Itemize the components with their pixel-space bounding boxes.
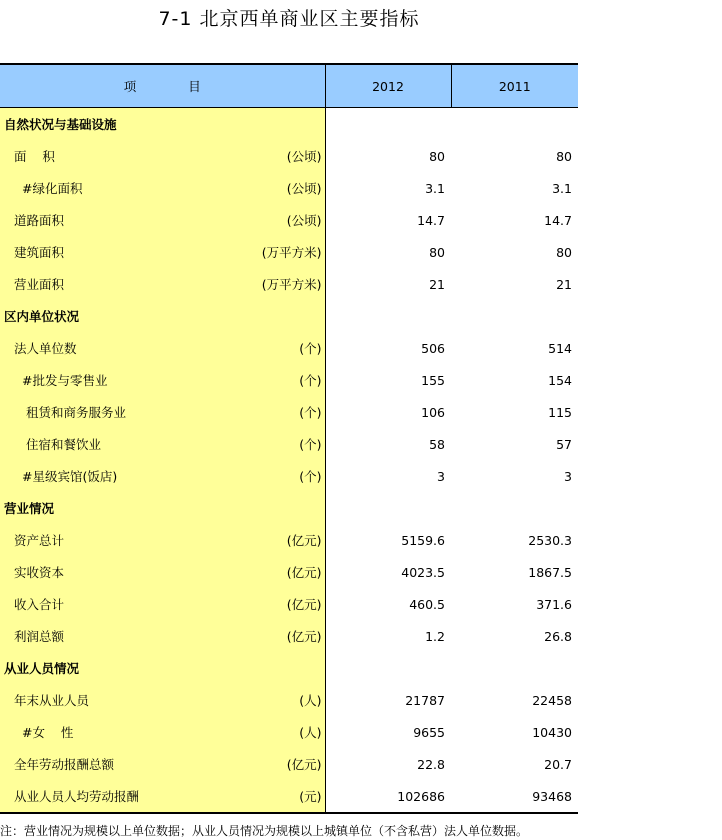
header-item-char-1: 项: [123, 79, 137, 94]
table-row: [0, 460, 578, 492]
header-year-2012: 2012: [325, 64, 451, 108]
value-2012: [325, 652, 451, 684]
row-label: 从业人员人均劳动报酬: [0, 780, 241, 813]
section-row: [0, 492, 578, 524]
value-2012: 5159.6: [401, 532, 445, 548]
table-header-row: [0, 64, 578, 108]
row-unit: (亿元): [241, 524, 325, 556]
value-2011: 26.8: [544, 628, 572, 644]
header-item-column: [0, 64, 325, 108]
value-2011: 1867.5: [528, 564, 572, 580]
table-body: [0, 108, 578, 814]
row-unit: (个): [241, 428, 325, 460]
value-2011: 93468: [451, 780, 578, 813]
row-label: 年末从业人员: [0, 684, 241, 716]
value-2012: 80: [429, 244, 445, 260]
table-row: [0, 236, 578, 268]
row-unit: (个): [241, 364, 325, 396]
table-row: [0, 364, 578, 396]
row-label: 实收资本: [0, 556, 241, 588]
row-label: 建筑面积: [0, 236, 241, 268]
row-label: 营业面积: [0, 268, 241, 300]
value-2011: 14.7: [544, 212, 572, 228]
row-unit: (元): [241, 780, 325, 813]
table-row: [0, 620, 578, 652]
table-row: [0, 780, 578, 813]
value-2012: 80: [429, 148, 445, 164]
value-2012: 102686: [325, 780, 451, 813]
value-2011: 10430: [532, 724, 572, 740]
table-row: [0, 140, 578, 172]
indicator-table: [0, 63, 578, 814]
table-row: [0, 524, 578, 556]
value-2011: 21: [556, 276, 572, 292]
row-label: 法人单位数: [0, 332, 241, 364]
section-row: [0, 108, 578, 141]
section-label: 营业情况: [0, 492, 241, 524]
unit-cell: [241, 652, 325, 684]
table-row: [0, 332, 578, 364]
value-2011: 22458: [532, 692, 572, 708]
value-2012: [325, 108, 451, 141]
row-label: #绿化面积: [0, 172, 241, 204]
value-2012: [325, 492, 451, 524]
row-label: 资产总计: [0, 524, 241, 556]
value-2012: 21: [429, 276, 445, 292]
row-unit: (公顷): [241, 204, 325, 236]
value-2011: 154: [548, 372, 572, 388]
value-2012: 9655: [413, 724, 445, 740]
table-row: [0, 172, 578, 204]
section-label: 自然状况与基础设施: [0, 108, 241, 141]
value-2012: 506: [421, 340, 445, 356]
table-row: [0, 428, 578, 460]
unit-cell: [241, 300, 325, 332]
value-2012: 155: [421, 372, 445, 388]
value-2011: 3.1: [552, 180, 572, 196]
row-label: #批发与零售业: [0, 364, 241, 396]
table-row: [0, 684, 578, 716]
row-unit: (人): [241, 716, 325, 748]
page-title: 7-1 北京西单商业区主要指标: [158, 8, 420, 30]
footnote: 注：营业情况为规模以上单位数据；从业人员情况为规模以上城镇单位（不含私营）法人单位数据。: [0, 824, 529, 838]
header-item-char-2: 目: [188, 79, 201, 94]
row-label: #女 性: [0, 716, 241, 748]
value-2012: 1.2: [425, 628, 445, 644]
row-unit: (人): [241, 684, 325, 716]
row-unit: (公顷): [241, 172, 325, 204]
value-2012: 3.1: [425, 180, 445, 196]
table-row: [0, 268, 578, 300]
row-unit: (亿元): [241, 748, 325, 780]
value-2011: 514: [548, 340, 572, 356]
value-2011: 80: [556, 148, 572, 164]
row-label: 租赁和商务服务业: [0, 396, 241, 428]
section-label: 区内单位状况: [0, 300, 241, 332]
value-2012: 58: [429, 436, 445, 452]
section-label: 从业人员情况: [0, 652, 241, 684]
value-2011: [451, 108, 578, 141]
row-label: 利润总额: [0, 620, 241, 652]
row-unit: (亿元): [241, 556, 325, 588]
value-2012: 21787: [405, 692, 445, 708]
value-2011: [451, 652, 578, 684]
value-2012: 14.7: [417, 212, 445, 228]
value-2011: [451, 300, 578, 332]
value-2011: 80: [556, 244, 572, 260]
row-label: 道路面积: [0, 204, 241, 236]
value-2011: 57: [556, 436, 572, 452]
row-unit: (万平方米): [241, 236, 325, 268]
section-row: [0, 652, 578, 684]
row-label: 收入合计: [0, 588, 241, 620]
value-2011: 371.6: [536, 596, 572, 612]
value-2012: 3: [437, 468, 445, 484]
row-unit: (公顷): [241, 140, 325, 172]
row-label: 面 积: [0, 140, 241, 172]
table-row: [0, 396, 578, 428]
value-2012: 4023.5: [401, 564, 445, 580]
row-label: 全年劳动报酬总额: [0, 748, 241, 780]
table-row: [0, 716, 578, 748]
value-2012: 106: [421, 404, 445, 420]
value-2011: 2530.3: [528, 532, 572, 548]
table-row: [0, 748, 578, 780]
section-row: [0, 300, 578, 332]
table-row: [0, 588, 578, 620]
value-2012: 22.8: [417, 756, 445, 772]
table-row: [0, 204, 578, 236]
unit-cell: [241, 492, 325, 524]
value-2011: [451, 492, 578, 524]
row-unit: (个): [241, 332, 325, 364]
row-label: #星级宾馆(饭店): [0, 460, 241, 492]
row-unit: (亿元): [241, 588, 325, 620]
row-unit: (个): [241, 460, 325, 492]
unit-cell: [241, 108, 325, 141]
value-2012: 460.5: [409, 596, 445, 612]
row-label: 住宿和餐饮业: [0, 428, 241, 460]
row-unit: (万平方米): [241, 268, 325, 300]
value-2011: 20.7: [544, 756, 572, 772]
value-2011: 3: [564, 468, 572, 484]
value-2012: [325, 300, 451, 332]
header-year-2011: 2011: [451, 64, 578, 108]
table-row: [0, 556, 578, 588]
value-2011: 115: [548, 404, 572, 420]
row-unit: (个): [241, 396, 325, 428]
row-unit: (亿元): [241, 620, 325, 652]
